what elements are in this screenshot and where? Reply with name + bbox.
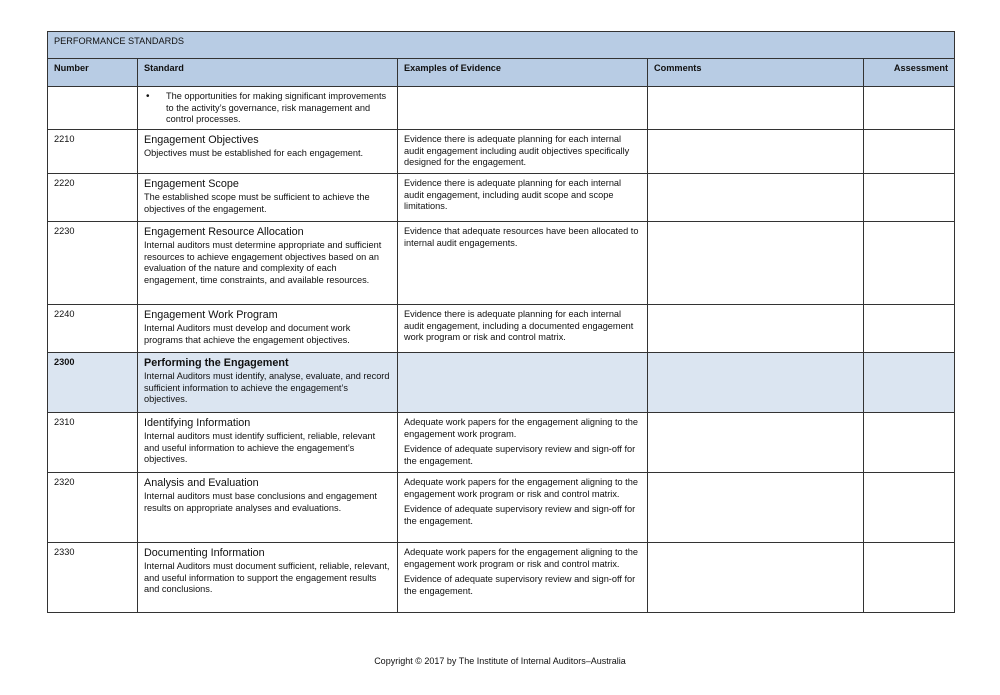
section-row	[48, 353, 955, 413]
standard-number: 2240	[48, 305, 138, 353]
standard-title: Engagement Objectives	[144, 134, 259, 146]
bullet-text: The opportunities for making significant improvements to the activity’s governance, risk management and control processes.	[166, 91, 387, 125]
header-evidence: Examples of Evidence	[398, 59, 648, 87]
standard-number: 2320	[48, 473, 138, 543]
evidence-text: Evidence of adequate supervisory review and sign-off for the engagement.	[404, 504, 636, 526]
table-row	[48, 174, 955, 222]
standard-cell	[138, 87, 398, 130]
assessment-cell	[864, 413, 955, 473]
standard-title: Engagement Scope	[144, 178, 239, 190]
standard-description: Internal Auditors must develop and document work programs that achieve the engagement objectives.	[144, 323, 351, 345]
assessment-cell	[864, 130, 955, 174]
evidence-cell	[398, 130, 648, 174]
copyright-text: Copyright © 2017 by The Institute of Internal Auditors–Australia	[374, 656, 626, 666]
evidence-text: Evidence that adequate resources have been allocated to internal audit engagements.	[404, 226, 639, 248]
standard-description: Internal auditors must base conclusions and engagement results on appropriate analyses and evaluations.	[144, 491, 377, 513]
assessment-cell	[864, 87, 955, 130]
comments-cell	[648, 473, 864, 543]
evidence-cell	[398, 222, 648, 305]
evidence-text: Evidence of adequate supervisory review and sign-off for the engagement.	[404, 444, 636, 466]
standard-title: Documenting Information	[144, 547, 265, 559]
section-description: Internal Auditors must identify, analyse, evaluate, and record sufficient information to achieve the engagement’s objectives.	[144, 371, 390, 405]
standard-title: Identifying Information	[144, 417, 251, 429]
comments-cell	[648, 87, 864, 130]
comments-cell	[648, 543, 864, 613]
table-row-continuation	[48, 87, 955, 130]
table-row	[48, 413, 955, 473]
standard-number: 2230	[48, 222, 138, 305]
header-assessment: Assessment	[864, 59, 955, 87]
table-row	[48, 222, 955, 305]
comments-cell	[648, 174, 864, 222]
standard-description: Internal auditors must determine appropriate and sufficient resources to achieve engagement objectives based on an evaluation of the nature and complexity of each engagement, time constraints, and available resources.	[144, 240, 382, 285]
table-row	[48, 130, 955, 174]
standard-number: 2310	[48, 413, 138, 473]
assessment-cell	[864, 305, 955, 353]
standard-description: Objectives must be established for each engagement.	[144, 148, 364, 158]
assessment-cell	[864, 543, 955, 613]
evidence-cell	[398, 413, 648, 473]
bullet-glyph: •	[146, 91, 150, 102]
standard-description: The established scope must be sufficient to achieve the objectives of the engagement.	[144, 192, 370, 214]
table-row	[48, 473, 955, 543]
assessment-cell	[864, 174, 955, 222]
standard-title: Engagement Resource Allocation	[144, 226, 304, 238]
standard-number: 2210	[48, 130, 138, 174]
evidence-text: Evidence there is adequate planning for each internal audit engagement including audit objectives specifically designed for the engagement.	[404, 134, 630, 168]
performance-standards-table	[47, 31, 955, 613]
evidence-text: Evidence there is adequate planning for each internal audit engagement, including a documented engagement work program or risk and control matrix.	[404, 309, 634, 343]
number-cell	[48, 87, 138, 130]
standard-title: Analysis and Evaluation	[144, 477, 259, 489]
table-row	[48, 543, 955, 613]
evidence-cell	[398, 87, 648, 130]
assessment-cell	[864, 353, 955, 413]
header-comments: Comments	[648, 59, 864, 87]
standard-title: Engagement Work Program	[144, 309, 278, 321]
bullet-item	[144, 91, 391, 126]
section-title: Performing the Engagement	[144, 357, 289, 369]
standard-cell	[138, 305, 398, 353]
standard-number: 2330	[48, 543, 138, 613]
standard-cell	[138, 543, 398, 613]
evidence-text: Adequate work papers for the engagement aligning to the engagement work program or risk and control matrix.	[404, 547, 638, 569]
standard-cell	[138, 413, 398, 473]
evidence-cell	[398, 305, 648, 353]
evidence-text: Evidence of adequate supervisory review and sign-off for the engagement.	[404, 574, 636, 596]
section-cell	[138, 353, 398, 413]
section-number: 2300	[48, 353, 138, 413]
header-number: Number	[48, 59, 138, 87]
standard-cell	[138, 174, 398, 222]
evidence-cell	[398, 473, 648, 543]
comments-cell	[648, 413, 864, 473]
standard-cell	[138, 222, 398, 305]
table-row	[48, 305, 955, 353]
comments-cell	[648, 305, 864, 353]
standard-cell	[138, 473, 398, 543]
standard-cell	[138, 130, 398, 174]
evidence-cell	[398, 543, 648, 613]
copyright-footer	[0, 656, 960, 666]
evidence-text: Evidence there is adequate planning for each internal audit engagement, including audit scope and scope limitations.	[404, 178, 622, 212]
assessment-cell	[864, 473, 955, 543]
standard-number: 2220	[48, 174, 138, 222]
table-title: PERFORMANCE STANDARDS	[48, 32, 955, 59]
comments-cell	[648, 222, 864, 305]
comments-cell	[648, 130, 864, 174]
evidence-text: Adequate work papers for the engagement aligning to the engagement work program or risk and control matrix.	[404, 477, 638, 499]
evidence-cell	[398, 174, 648, 222]
evidence-cell	[398, 353, 648, 413]
header-standard: Standard	[138, 59, 398, 87]
standard-description: Internal auditors must identify sufficient, reliable, relevant and useful information to achieve the engagement’s objectives.	[144, 431, 376, 465]
standard-description: Internal Auditors must document sufficient, reliable, relevant, and useful information to support the engagement results and conclusions.	[144, 561, 390, 595]
assessment-cell	[864, 222, 955, 305]
comments-cell	[648, 353, 864, 413]
evidence-text: Adequate work papers for the engagement aligning to the engagement work program.	[404, 417, 638, 439]
